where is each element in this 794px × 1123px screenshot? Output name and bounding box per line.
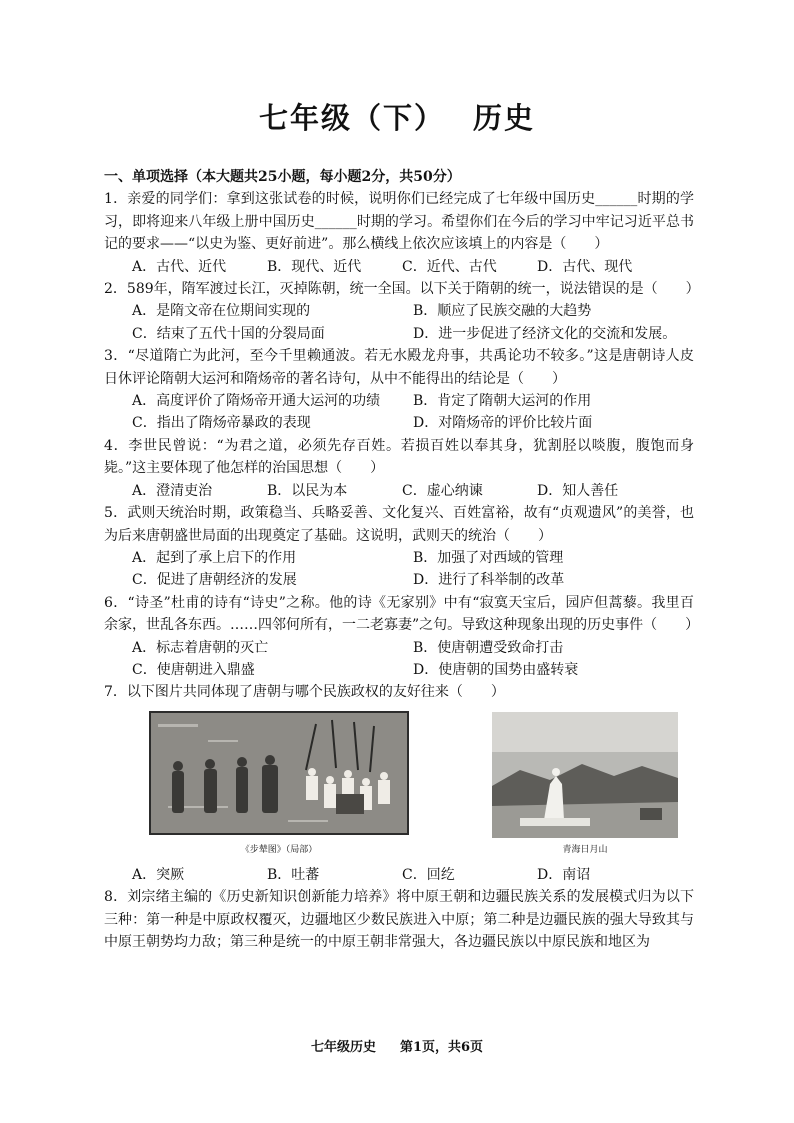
option-a: A．澄清吏治: [132, 482, 213, 499]
question-5: [104, 502, 694, 592]
option-list: [104, 864, 694, 886]
option-c: C．使唐朝进入鼎盛: [132, 661, 255, 678]
figure-caption: 青海日月山: [562, 845, 608, 856]
question-7: [104, 681, 694, 886]
option-a: A．起到了承上启下的作用: [132, 549, 297, 566]
footer-subject: 七年级历史: [310, 1040, 376, 1055]
option-b: B．现代、近代: [267, 258, 362, 275]
question-text: 6．“诗圣”杜甫的诗有“诗史”之称。他的诗《无家别》中有“寂寞天宝后，园庐但蒿藜。我里百余家，世乱各东西。……四邻何所有，一二老寡妻”之句。导致这种现象出现的历史事件（ ）: [104, 594, 700, 634]
question-area: [104, 166, 700, 953]
option-c: C．回纥: [402, 866, 455, 883]
riyueshan-photo-image: [490, 710, 680, 856]
question-2: [104, 278, 700, 345]
option-a: A．标志着唐朝的灭亡: [132, 639, 269, 656]
option-a: A．高度评价了隋炀帝开通大运河的功绩: [132, 393, 381, 410]
option-b: B．肯定了隋朝大运河的作用: [413, 393, 592, 410]
option-c: C．近代、古代: [402, 258, 497, 275]
figure-caption: 《步辇图》（局部）: [240, 845, 318, 856]
option-a: A．古代、近代: [132, 258, 227, 275]
option-d: D．进一步促进了经济文化的交流和发展。: [413, 325, 677, 342]
option-list: [104, 390, 694, 435]
page-footer: [0, 1036, 794, 1055]
question-text: 8．刘宗绪主编的《历史新知识创新能力培养》将中原王朝和边疆民族关系的发展模式归为以下三种：第一种是中原政权覆灭，边疆地区少数民族进入中原；第二种是边疆民族的强大导致其与中原王朝势均力敌；第三种是统一的中原王朝非常强大，各边疆民族以中原民族和地区为: [104, 889, 694, 950]
buniantu-painting-image: [148, 710, 410, 856]
title-grade: 七年级（下）: [258, 101, 445, 135]
option-list: [104, 547, 694, 592]
question-text: 3．“尽道隋亡为此河，至今千里赖通波。若无水殿龙舟事，共禹论功不较多。”这是唐朝诗人皮日休评论隋朝大运河和隋炀帝的著名诗句，从中不能得出的结论是（ ）: [104, 348, 694, 387]
question-8: [104, 886, 694, 953]
section-heading: 一、单项选择（本大题共25小题，每小题2分，共50分）: [104, 169, 461, 185]
question-6: [104, 592, 700, 682]
question-1: [104, 188, 694, 278]
option-d: D．知人善任: [537, 482, 619, 499]
question-text: 1．亲爱的同学们：拿到这张试卷的时候，说明你们已经完成了七年级中国历史______时期的学习，即将迎来八年级上册中国历史______时期的学习。希望你们在今后的学习中牢记习近平总书记的要求——“以史为鉴、更好前进”。那么横线上依次应该填上的内容是（ ）: [104, 191, 694, 253]
figure-riyueshan: [490, 710, 680, 864]
option-b: B．顺应了民族交融的大趋势: [413, 303, 592, 320]
option-b: B．使唐朝遭受致命打击: [413, 639, 564, 656]
question-text: 4．李世民曾说：“为君之道，必须先存百姓。若损百姓以奉其身，犹割胫以啖腹，腹饱而身毙。”这主要体现了他怎样的治国思想（ ）: [104, 437, 694, 477]
option-d: D．进行了科举制的改革: [413, 572, 565, 589]
question-4: [104, 435, 694, 502]
question-3: [104, 345, 694, 435]
option-d: D．使唐朝的国势由盛转衰: [413, 661, 579, 678]
question-text: 7．以下图片共同体现了唐朝与哪个民族政权的友好往来（ ）: [104, 684, 505, 701]
figure-row: [104, 704, 694, 864]
option-d: D．南诏: [537, 866, 591, 883]
footer-page-number: 第1页，共6页: [399, 1040, 484, 1055]
page-title: [0, 96, 794, 137]
title-subject: 历史: [473, 101, 536, 135]
figure-buniantu: [148, 710, 410, 864]
option-list: [104, 637, 694, 682]
question-text: 2．589年，隋军渡过长江，灭掉陈朝，统一全国。以下关于隋朝的统一，说法错误的是（ ）: [104, 281, 700, 298]
option-b: B．加强了对西域的管理: [413, 549, 564, 566]
option-d: D．对隋炀帝的评价比较片面: [413, 415, 593, 432]
option-c: C．虚心纳谏: [402, 482, 483, 499]
option-c: C．指出了隋炀帝暴政的表现: [132, 415, 311, 432]
option-c: C．结束了五代十国的分裂局面: [132, 325, 325, 342]
option-a: A．是隋文帝在位期间实现的: [132, 303, 311, 320]
option-b: B．以民为本: [267, 482, 348, 499]
option-list: [104, 300, 694, 345]
option-list: [104, 480, 694, 502]
question-text: 5．武则天统治时期，政策稳当、兵略妥善、文化复兴、百姓富裕，故有“贞观遗风”的美誉，也为后来唐朝盛世局面的出现奠定了基础。这说明，武则天的统治（ ）: [104, 505, 694, 544]
option-d: D．古代、现代: [537, 258, 633, 275]
option-c: C．促进了唐朝经济的发展: [132, 572, 297, 589]
option-b: B．吐蕃: [267, 866, 320, 883]
option-list: [104, 256, 694, 278]
option-a: A．突厥: [132, 866, 185, 883]
